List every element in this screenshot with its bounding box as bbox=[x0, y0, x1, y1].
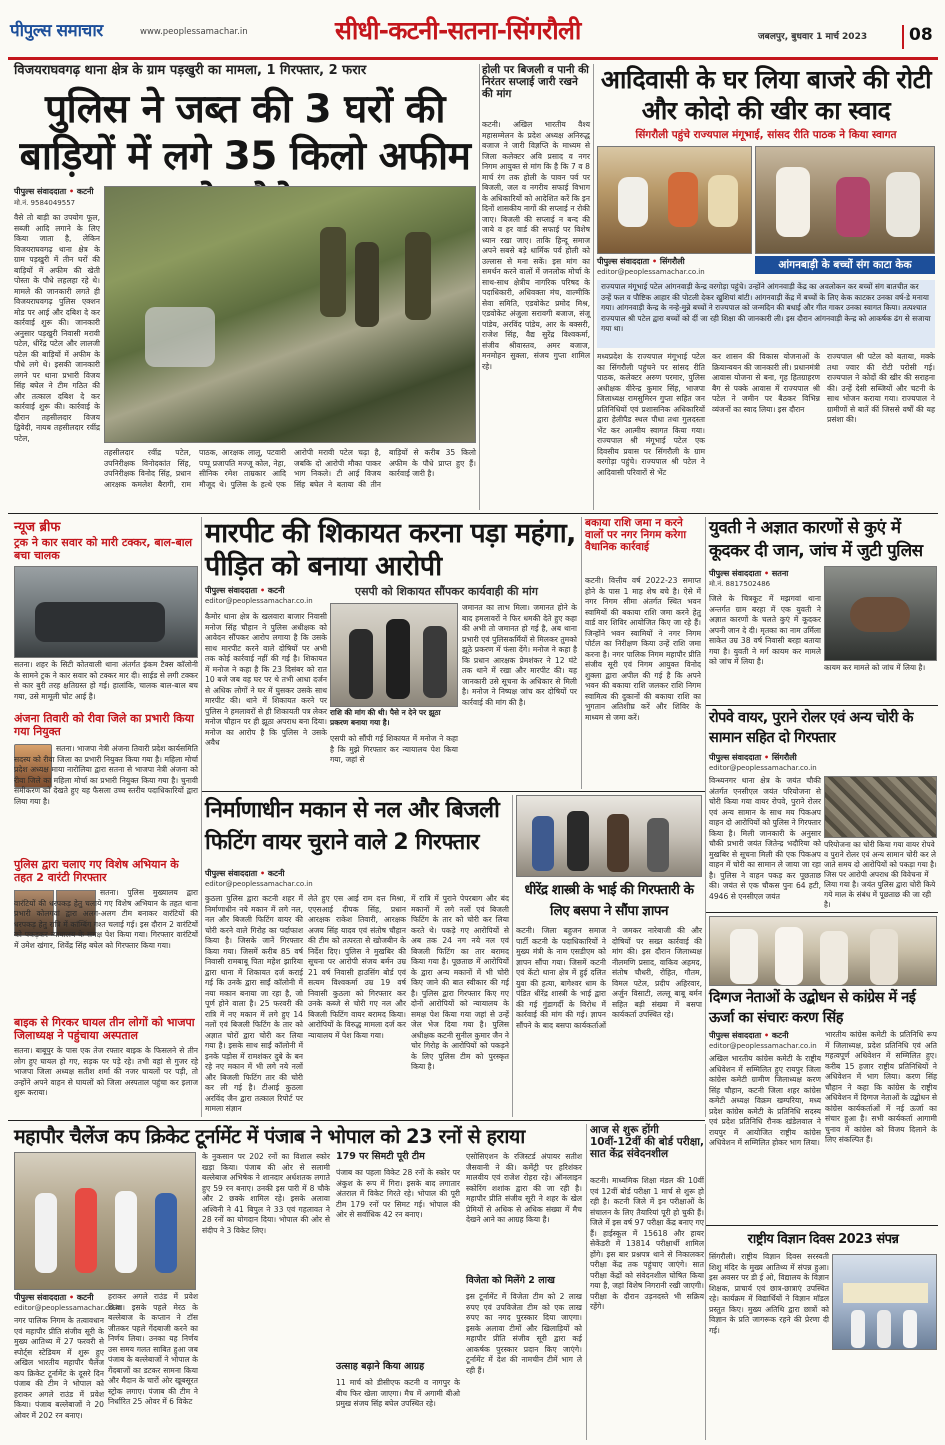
story11-body7: इस टूर्नामेंट में विजेता टीम को 2 लाख रुपए एवं उपविजेता टीम को एक लाख रुपए का नगद पुरस्कार दिया जाएगा। इसके अलावा टीमों और खिलाड़ियों को महापौर प्रीति संजीव सूरी द्वारा कई आकर्षक पुरस्कार प्रदान किए जाएंगे। टूर्नामेंट में देश की नामचीन टीमें भाग ले रही हैं। bbox=[466, 1292, 582, 1375]
story11-byline: पीपुल्स संवाददाता • कटनी bbox=[14, 1293, 94, 1302]
story13-headline: राष्ट्रीय विज्ञान दिवस 2023 संपन्न bbox=[747, 1232, 899, 1247]
story1-phone: मो.नं. 9584049557 bbox=[14, 199, 76, 207]
story1-body-bottom: तहसीलदार रवींद्र पटेल, उपनिरीक्षक विनोदकांत सिंह, उपनिरीक्षक विनोद सिंह, प्रधान आरक्षक कमलेश बैरागी, राम पाठक, आरक्षक लालू, पटवारी पप्पू प्रजापति मज्जू कोल, नेहा, सीनिक रमेश ताम्रकार आदि मौजूद थे। पुलिस के हत्थे एक आरोपी मरावी पटेल चढ़ा है, जबकि दो आरोपी मौका पाकर भाग निकले। टी आई विजय सिंह बघेल ने बताया की तीन बाड़ियों से करीब 35 किलो अफीम के पौधे प्राप्त हुए हैं। कार्रवाई जारी है। bbox=[104, 448, 476, 489]
story1-body-left: वैसे तो बाड़ी का उपयोग फूल, सब्जी आदि लगाने के लिए किया जाता है, लेकिन विजयराघवगढ़ थाना क्षेत्र के ग्राम पड़खुरी में तीन घरों की बाड़ियों में अफीम की खेती पोस्ता के पौधे लहलहा रहे थे। मामले की जानकारी लगते ही विजयराघवगढ़ पुलिस एक्शन मोड पर आई और दबिश दे कर कार्रवाई शुरू की। जानकारी अनुसार पड़खुरी निवासी मरावी पटेल, धीरेंद्र पटेल और लालजी पटेल की बाड़ियों में अफीम के पौधे लगे थे। इसकी जानकारी लगने पर थाना प्रभारी विजय सिंह बघेल ने टीम गठित की और तत्काल दबिश दे कर कार्रवाई शुरू की। कार्रवाई के दौरान तहसीलदार विजय द्विवेदी, नायब तहसीलदार रवींद्र पटेल, bbox=[14, 213, 100, 443]
dateline: जबलपुर, बुधवार 1 मार्च 2023 bbox=[758, 32, 868, 42]
story3-photo-right bbox=[755, 146, 935, 254]
story4-body3: जमानत का लाभ मिला। जमानत होने के बाद हमलावरों ने फिर धमकी देते हुए कहा की अभी तो जमानत हो गई है, अब थाना प्रभारी एवं पुलिसकर्मियों से मिलकर तुमको झूठे प्रकरण में फंसा देंगे। मनोज ने कहा है कि प्रधान आरक्षक प्रेमशंकर ने 12 घंटे तक थाने में रखा और मारपीट की। यह जानकारी उसे सूचना के अधिकार से मिली है। मनोज ने निष्पक्ष जांच कर दोषियों पर कार्रवाई की मांग की है। bbox=[462, 603, 577, 707]
story4-deck: एसपी को शिकायत सौंपकर कार्यवाही की मांग bbox=[355, 585, 538, 598]
story7-byline: पीपुल्स संवाददाता • सिंगरौली bbox=[709, 753, 797, 762]
story1-headline: पुलिस ने जब्त की 3 घरों की बाड़ियों में लगे 35 किलो अफीम bbox=[19, 87, 471, 179]
story10-body2: भारतीय कांग्रेस कमेटी के प्रतिनिधि रूप में जिलाध्यक्ष, प्रदेश प्रतिनिधि एवं अति महत्वपूर्ण अधिवेशन में सम्मिलित हुए। करीब 15 हजार राष्ट्रीय प्रतिनिधियों ने अधिवेशन में भाग लिया। करण सिंह चौहान ने कहा कि कांग्रेस के राष्ट्रीय अधिवेशन में दिग्गज नेताओं के उद्बोधन से कांग्रेस कार्यकर्ताओं में नई ऊर्जा का संचार हुआ है। सभी कार्यकर्ता आगामी चुनाव में कांग्रेस को विजय दिलाने के लिए संकल्पित हैं। bbox=[825, 1030, 937, 1144]
story7-byline-place: सिंगरौली bbox=[771, 753, 797, 762]
brief1-body: सतना। शहर के सिटी कोतवाली थाना अंतर्गत इंकम टैक्स कॉलोनी के सामने ट्रक ने कार सवार को टक्कर मार दी। साईड से लगी टक्कर से कार बुरी तरह क्षतिग्रस्त हो गई। हालांकि, चालक बाल-बाल बच गया, उसे मामूली चोट आई है। bbox=[14, 660, 198, 701]
brief3-body: सतना। पुलिस मुख्यालय द्वारा वारंटियों की धरपकड़ हेतु चलाये गए विशेष अभियान के तहत थाना प्रभारी कोलगवां द्वारा अलग-अलग टीम बनाकर वारंटियों की धरपकड़ हेतु रात्रि में कांम्बिंग गश्त चलाई गई। इस दौरान 2 वारंटियों को पकड़कर न्यायालय के समक्ष पेश किया गया। गिरफ्तार वारंटियों में उमेश खंगार, शिवेंद्र सिंह बघेल को गिरफ्तार किया गया। bbox=[14, 888, 198, 950]
story6-byline-place: सतना bbox=[771, 569, 789, 578]
story3-inset-body: राज्यपाल मंगूभाई पटेल आंगनवाड़ी केन्द्र वरगोड़ा पहुंचे। उन्होंने आंगनवाड़ी केंद्र का अवलोकन कर बच्चों संग बातचीत कर उन्हें फल व पौष्टिक आहार की पोटली देकर खुशियां बांटी। आंगनवाड़ी केंद्र में बच्चों के लिए केक काटकर उनका वर्ष-डे मनाया गया। आंगनवाड़ी केन्द्र के नन्हे-मुन्ने बच्चों ने राज्यपाल को जन्मदिन की बधाई और गीत गाकर उनका स्वागत किया। तत्पश्चात राज्यपाल श्री पटेल द्वारा बच्चों को दीं जा रही शिक्षा की जानकारी ली। इस दौरान आंगनवाड़ी केन्द्र को आकर्षक ढंग से सजाया गया था। bbox=[597, 280, 935, 348]
brief4-title: बाइक से गिरकर घायल तीन लोगों को भाजपा जिलाध्यक्ष ने पहुंचाया अस्पताल bbox=[14, 1016, 195, 1043]
brief1-photo bbox=[14, 566, 198, 658]
story8-byline-name: पीपुल्स संवाददाता bbox=[205, 869, 258, 878]
story10-byline-name: पीपुल्स संवाददाता bbox=[709, 1031, 762, 1040]
brand-name: पीपुल्स समाचार bbox=[10, 21, 103, 41]
story11-body5: 11 मार्च को डीसीएफ कटनी व नागपुर के बीच फिर खेला जाएगा। मैच में अगामी बीओ प्रमुख संजय सिंह बघेल उपस्थित रहे। bbox=[336, 1378, 460, 1408]
story1-photo bbox=[104, 186, 476, 443]
story6-byline-name: पीपुल्स संवाददाता bbox=[709, 569, 762, 578]
story6-photo bbox=[824, 566, 937, 661]
story3-byline: पीपुल्स संवाददाता • सिंगरौली bbox=[597, 257, 685, 266]
story11-headline: महापौर चैलेंज कप क्रिकेट टूर्नामेंट में पंजाब ने भोपाल को 23 रनों से हराया bbox=[14, 1125, 525, 1148]
story4-caption: राशि की मांग की थी। पैसे न देने पर झूठा प्रकरण बनाया गया है। bbox=[330, 708, 441, 727]
story6-phone: मो.नं. 8817502486 bbox=[709, 580, 771, 588]
story7-headline: रोपवे वायर, पुराने रोलर एवं अन्य चोरी के सामान सहित दो गिरफ्तार bbox=[709, 710, 914, 746]
story10-body1: अखिल भारतीय कांग्रेस कमेटी के राष्ट्रीय अधिवेशन में सम्मिलित हुए रायपुर जिला कांग्रेस कमेटी ग्रामीण जिलाध्यक्ष करण सिंह चौहान, कटनी जिला शहर कांग्रेस कमेटी अध्यक्ष विक्रम खम्परिया, मध्य प्रदेश कांग्रेस कमेटी के प्रतिनिधि सदस्य एवं प्रदेश प्रतिनिधि रौनक खंडेलवाल ने रायपुर में आयोजित राष्ट्रीय कांग्रेस अधिवेशन में सम्मिलित होकर भाग लिया। bbox=[709, 1054, 821, 1147]
masthead bbox=[0, 0, 945, 58]
story11-body4: पंजाब का पहला विकेट 28 रनों के स्कोर पर अंकुश के रूप में गिरा। इसके बाद लगातार अंतराल में विकेट गिरते रहे। भोपाल की पूरी टीम 179 रनों पर सिमट गई। भोपाल की ओर से सर्वाधिक 42 रन बनाए। bbox=[336, 1168, 460, 1219]
story7-email: editor@peoplessamachar.co.in bbox=[709, 764, 817, 772]
story11-byline-place: कटनी bbox=[76, 1293, 94, 1302]
masthead-rule bbox=[8, 57, 938, 60]
story1-byline: पीपुल्स संवाददाता • कटनी bbox=[14, 187, 94, 196]
section-title: सीधी-कटनी-सतना-सिंगरौली bbox=[335, 16, 581, 45]
story11-body2: हराकर अगले राउंड में प्रवेश किया। इसके पहले मेरठ के बल्लेबाज के कप्तान ने टॉस जीतकर पहले गेंदबाजी करने का निर्णय लिया। उनका यह निर्णय उस समय गलत साबित हुआ जब पंजाब के बल्लेबाजों ने भोपाल के गेंदबाजों का डटकर सामना किया और मैदान के चारों ओर खूबसूरत स्ट्रोक लगाए। पंजाब की टीम ने निर्धारित 25 ओवर में 6 विकेट bbox=[108, 1292, 198, 1406]
story8-body1: कुठला पुलिस द्वारा कटनी शहर में निर्माणाधीन नये मकान में लगे नल, नल और बिजली फिटिंग वायर की चोरी करने वाले गिरोह का पर्दाफाश किया है। जिसके जानें गिरफ्तार किया गया। जिसमें करीब 85 वर्ष निवासी रामबाबू पिता महेश झारिया द्वारा थाना में शिकायत दर्ज कराई गई कि उनके द्वारा साईं कॉलोनी में नया मकान बनाया जा रहा है, जो पूर्ण होने वाला है। 25 फरवरी की रात्रि में नए मकान में लगे हुए 14 नलों एवं बिजली फिटिंग के तार को अज्ञात चोरों द्वारा चोरी कर लिया गया है। इसके साथ साईं कॉलोनी में इनके पड़ोस में रामशंकर दुबे के बन रहे नए मकान में भी लगे नये नलों और बिजली फिटिंग तार की चोरी कर ली गई है। टीआई कुठला अरविंद जैन द्वारा तत्काल रिपोर्ट पर मामला संज्ञान bbox=[205, 894, 303, 1113]
story3-inset-title: आंगनबाड़ी के बच्चों संग काटा केक bbox=[755, 256, 935, 274]
story9-photo bbox=[516, 795, 702, 877]
story11-body3: के नुकसान पर 202 रनों का विशाल स्कोर खड़ा किया। पंजाब की ओर से सलामी बल्लेबाज अभिषेक ने शानदार अर्धशतक लगाते हुए 59 रन बनाए। उनकी इस पारी में 8 चौके और 2 छक्के शामिल रहे। इसके अलावा अश्विनी ने 41 बिपुल ने 33 एवं गहलावत ने 28 रनों का योगदान दिया। भोपाल की ओर से संदीप ने 3 विकेट लिए। bbox=[202, 1152, 330, 1235]
brief2-body: सतना। भाजपा नेत्री अंजना तिवारी प्रदेश कार्यसमिति सदस्य को रीवा जिला का प्रभारी नियुक्त किया गया है। महिला मोर्चा प्रदेश अध्यक्ष माया नारोलिया द्वारा सतना से भाजपा नेत्री अंजना को रीवा जिले का महिला मोर्चा का प्रभारी नियुक्त किया गया है। चुनावी समीकरण को देखते हुए यह फैसला उच्च स्तरीय पदाधिकारियों द्वारा लिया गया है। bbox=[14, 744, 198, 806]
story11-body1: नगर पालिक निगम के तत्वावधान एवं महापौर प्रीति संजीव सूरी के मुख्य आतिथ्य में 27 फरवरी से स्पोर्ट्स स्टेडियम में शुरू हुए अखिल भारतीय महापौर चैलेंज कप क्रिकेट टूर्नामेंट के दूसरे दिन पंजाब की टीम ने भोपाल को हराकर अगले राउंड में प्रवेश किया। पंजाब बल्लेबाजों ने 20 ओवर में 202 रन बनाए। bbox=[14, 1316, 104, 1420]
story8-byline: पीपुल्स संवाददाता • कटनी bbox=[205, 869, 285, 878]
story3-body2: कर शासन की विकास योजनाओं के क्रियान्वयन की जानकारी ली। प्रधानमंत्री आवास योजना से बना, गृह हितग्राहरण बैग से पक्के आवास में राज्यपाल श्री पटेल ने जमीन पर बैठकर विभिन्न व्यंजनों का स्वाद लिया। इस दौरान bbox=[712, 352, 820, 414]
story4-email: editor@peoplessamachar.co.in bbox=[205, 597, 313, 605]
story10-headline: दिग्गज नेताओं के उद्बोधन से कांग्रेस में नई ऊर्जा का संचारः करण सिंह bbox=[709, 990, 916, 1026]
story6-byline: पीपुल्स संवाददाता • सतना bbox=[709, 569, 789, 578]
story10-byline-place: कटनी bbox=[771, 1031, 789, 1040]
page-number: 08 bbox=[902, 25, 938, 49]
story10-photo bbox=[709, 916, 937, 986]
story10-email: editor@peoplessamachar.co.in bbox=[709, 1042, 817, 1050]
brief1-title: ट्रक ने कार सवार को मारी टक्कर, बाल-बाल बचा चालक bbox=[14, 536, 193, 563]
story8-email: editor@peoplessamachar.co.in bbox=[205, 880, 313, 888]
story11-body6: एसोसिएशन के रजिस्टर्ड अंपायर सतीश जैसवानी ने की। कमेंट्री पर हरिशंकर मालवीय एवं राजेश रोहरा रहे। ऑनलाइन स्कोरिंग शशांक द्वारा की जा रही है। महापौर प्रीति संजीव सूरी ने शहर के खेल प्रेमियों से अधिक से अधिक संख्या में मैच देखने आने का आग्रह किया है। bbox=[466, 1152, 582, 1224]
story7-byline-name: पीपुल्स संवाददाता bbox=[709, 753, 762, 762]
story11-byline-name: पीपुल्स संवाददाता bbox=[14, 1293, 67, 1302]
story1-byline-name: पीपुल्स संवाददाता bbox=[14, 187, 67, 196]
story4-body1: कैमोर थाना क्षेत्र के खलवारा बाजार निवासी मनोज सिंह चौहान ने पुलिस अधीक्षक को आवेदन सौंपकर आरोप लगाया है कि उसके साथ मारपीट करने वाले दोषियों पर अभी तक कोई कार्रवाई नहीं की गई है। शिकायत में मनोज ने कहा है कि 23 दिसंबर को रात 10 बजे जब वह घर पर थे तभी आधा दर्जन से अधिक लोगों ने घर में घुसकर उसके साथ मारपीट की। थाने में शिकायत करने पर पुलिस ने हमलावरों से ही शिकायती पत्र लेकर मनोज चौहान पर ही झूठा अपराध बना दिया। मनोज का आरोप है कि पुलिस ने उसके अवैध bbox=[205, 612, 328, 747]
story5-body: कटनी। वित्तीय वर्ष 2022-23 समाप्त होने के पास 1 माह शेष बचे है। ऐसे में नगर निगम सीमा अंतर्गत स्थित भवन स्वामियों की बकाया राशि जमा करने हेतु वार्ड वार शिविर आयोजित किए जा रहे हैं। जिन्होंने भवन स्वामियों ने नगर निगम पोर्टल का निरीक्षण किया उन्हें राशि जमा करना है। नगर पालिक निगम महापौर प्रीति संजीव सूरी एवं निगम आयुक्त विनोद शुक्ला द्वारा अपील की गई है कि अपने भवन की बकाया राशि जलकर राशि निगम स्वामित्व की दुकानों की बकाया राशि का भुगतान अतिशीघ्र करें और शिविर के माध्यम से जमा करें। bbox=[585, 576, 701, 722]
story11-sub2: उत्साह बढ़ाने किया आग्रह bbox=[336, 1361, 425, 1372]
story3-photo-left bbox=[597, 146, 752, 254]
story3-body3: राज्यपाल श्री पटेल को बताया, मक्के तथा ज्वार की रोटी परोसी गई। राज्यपाल ने कोदों की खीर की सराहना की। उन्हें देसी सब्जियों और चटनी के साथ भोजन कराया गया। राज्यपाल ने ग्रामीणों से बातें कीं जिससे वर्षों की यह प्रसंशा की। bbox=[827, 352, 935, 424]
story11-email: editor@peoplessamachar.co.in bbox=[14, 1304, 122, 1312]
brand-logo bbox=[10, 18, 135, 44]
brief2-title: अंजना तिवारी को रीवा जिले का प्रभारी किया गया नियुक्त bbox=[14, 712, 194, 739]
story4-photo bbox=[330, 603, 458, 707]
story8-headline: निर्माणाधीन मकान से नल और बिजली फिटिंग वायर चुराने वाले 2 गिरफ्तार bbox=[205, 798, 500, 855]
story11-sub3: विजेता को मिलेंगे 2 लाख bbox=[466, 1275, 555, 1286]
story7-caption: परियोजना का चोरी किया गया वायर रोपवे व पुराने रोलर एवं अन्य सामान चोरी कर ले जाते समय दो आरोपियों को पकड़ा गया है। जिस पर आरोपी अपराध की विवेचना में लिया गया है। जयंत पुलिस द्वारा चोरी किये गये माल के संबंध में पूछताछ की जा रही है। bbox=[824, 840, 937, 909]
story1-byline-place: कटनी bbox=[76, 187, 94, 196]
brief3-title: पुलिस द्वारा चलाए गए विशेष अभियान के तहत 2 वारंटी गिरफ्तार bbox=[14, 858, 179, 885]
story2-headline: होली पर बिजली व पानी की निरंतर सप्लाई जारी रखने की मांग bbox=[482, 64, 589, 101]
story3-deck: सिंगरौली पहुंचे राज्यपाल मंगूभाई, सांसद रीति पाठक ने किया स्वागत bbox=[635, 129, 897, 141]
story12-body: कटनी। माध्यमिक शिक्षा मंडल की 10वीं एवं 12वीं बोर्ड परीक्षा 1 मार्च से शुरू हो रही है। कटनी जिले में इन परीक्षाओं के संचालन के लिए तैयारियां पूरी हो चुकी हैं। जिले में इस वर्ष 97 परीक्षा केंद्र बनाए गए हैं। हाईस्कूल में 15618 और हायर सेकेंडरी में 13814 परीक्षार्थी शामिल होंगे। इस बार प्रश्नपत्र थाने से निकालकर परीक्षा केंद्र तक पहुंचाए जाएंगे। सात परीक्षा केंद्रों को संवेदनशील घोषित किया गया है, जहां विशेष निगरानी रखी जाएगी। परीक्षा के दौरान उड़नदस्ते भी सक्रिय रहेंगे। bbox=[590, 1176, 704, 1311]
story8-byline-place: कटनी bbox=[267, 869, 285, 878]
story9-body: कटनी। जिला बहुजन समाज पार्टी कटनी के पदाधिकारियों ने मुख्य मंत्री के नाम एसडीएम को ज्ञापन सौंपा गया। जिसमें कटनी एवं केंटो थाना क्षेत्र में हुई दलित युवा की हत्या, बागेश्वर धाम के पंडित धीरेंद्र शास्त्री के भाई द्वारा की गई गुंडागर्दी के विरोध में कार्रवाई की मांग की गई। ज्ञापन सौंपने के बाद बसपा कार्यकर्ताओं ने जमकर नारेबाजी की और दोषियों पर सख्त कार्रवाई की मांग की। इस दौरान जिलाध्यक्ष नीलमणि प्रसाद, वाकिव अहमद, संतोष चौधरी, रोहित, गौतम, विमल पटेल, प्रदीप अहिरवार, अर्जुन विसाटी, लल्लू बाबू बर्मन सहित बड़ी संख्या में बसपा कार्यकर्ता उपस्थित रहे। bbox=[516, 926, 702, 1030]
story8-body2: लेते हुए एस आई राम दत्त मिश्रा, एएसआई दीपक सिंह, प्रधान आरक्षक राकेश तिवारी, आरक्षक अजय सिंह यादव एवं संतोष चौहान की टीम को तत्परता से खोजबीन के निर्देश दिए। पुलिस ने मुखबिर की सूचना पर आरोपी संजय बर्मन उम्र 21 वर्ष निवासी हाउसिंग बोर्ड एवं सत्यम विश्वकर्मा उम्र 19 वर्ष निवासी कुठला को गिरफ्तार कर उनके कब्जे से चोरी गए नल और बिजली फिटिंग वायर बरामद किया। आरोपियों के विरुद्ध मामला दर्ज कर न्यायालय में पेश किया गया। bbox=[308, 894, 406, 1040]
website: www.peoplessamachar.in bbox=[140, 27, 248, 37]
story6-headline: युवती ने अज्ञात कारणों से कुएं में कूदकर दी जान, जांच में जुटी पुलिस bbox=[709, 518, 923, 561]
story1-kicker: विजयराघवगढ़ थाना क्षेत्र के ग्राम पड़खुरी का मामला, 1 गिरफ्तार, 2 फरार bbox=[14, 63, 367, 78]
story8-body3: में रात्रि में पुराने पेपरबाग और बंद मकानों में लगे नलों एवं बिजली फिटिंग के तार को चोरी कर लिया करते थे। पकड़े गए आरोपियों से अब तक 24 नग नये नल एवं बिजली फिटिंग का तार बरामद किया गया है। पूछताछ में आरोपियों के द्वारा अन्य मकानों में भी चोरी किए जाने की बात स्वीकार की गई है। पुलिस द्वारा गिरफ्तार किए गए दोनों आरोपियों को न्यायालय के समक्ष पेश किया गया जहां से उन्हें जेल भेज दिया गया है। पुलिस अधीक्षक कटनी सुनील कुमार जैन ने चोर गिरोह के आरोपियों को पकड़ने के लिए पुलिस टीम को पुरस्कृत किया है। bbox=[411, 894, 509, 1071]
story9-headline: धीरेंद्र शास्त्री के भाई की गिरफ्तारी के लिए बसपा ने सौंपा ज्ञापन bbox=[524, 882, 694, 919]
story4-body2: एसपी को सौंपी गई शिकायत में मनोज ने कहा है कि मुझे गिरफ्तार कर न्यायालय पेश किया गया, जहां से bbox=[330, 734, 458, 764]
story3-body1: मध्यप्रदेश के राज्यपाल मंगूभाई पटेल का सिंगरौली पहुंचने पर सांसद रीति पाठक, कलेक्टर अरुण परमार, पुलिस अधीक्षक वीरेन्द्र कुमार सिंह, भाजपा जिलाध्यक्ष रामसुमिरन गुप्ता सहित जन प्रतिनिधियों एवं प्रशासनिक अधिकारियों द्वारा हेलीपैड स्थल पौधा तथा गुलदस्ता भेंट कर आत्मीय स्वागत किया गया। राज्यपाल श्री मंगूभाई पटेल एक दिवसीय प्रवास पर सिंगरौली के ग्राम वरगोड़ा पहुंचे। राज्यपाल श्री पटेल ने आदिवासी परिवारों से भेंट bbox=[597, 352, 705, 477]
story6-caption: कायम कर मामले को जांच में लिया है। bbox=[824, 663, 926, 672]
story11-sub1: 179 पर सिमटी पूरी टीम bbox=[336, 1151, 425, 1162]
story13-photo bbox=[832, 1254, 937, 1350]
story12-headline: आज से शुरू होंगी 10वीं-12वीं की बोर्ड परीक्षा, सात केंद्र संवेदनशील bbox=[590, 1124, 704, 1161]
brief4-body: सतना। बाबूपुर के पास एक तेज रफ्तार बाइक के फिसलने से तीन लोग हुए घायल हो गए, सड़क पर पड़े रहे। तभी वहां से गुजर रहे भाजपा जिला अध्यक्ष सतीश शर्मा की नजर घायलों पर पड़ी, तो उन्होंने अपने वाहन से घायलों को जिला अस्पताल पहुंचा कर इलाज शुरू कराया। bbox=[14, 1046, 198, 1097]
story11-photo bbox=[14, 1152, 196, 1290]
story6-body: जिले के चित्रकूट में मझगवां थाना अन्तर्गत ग्राम बरहा में एक युवती ने अज्ञात कारणों के चलते कुएं में कूदकर अपनी जान दे दी। मृतका का नाम उर्मिला साकेत उम्र 38 वर्ष निवासी बरहा बताया गया है। युवती ने मर्ग कायम कर मामले को जांच में लिया है। bbox=[709, 594, 821, 666]
briefs-label: न्यूज ब्रीफ bbox=[14, 520, 61, 535]
story3-byline-name: पीपुल्स संवाददाता bbox=[597, 257, 650, 266]
story5-headline: बकाया राशि जमा न करने वालों पर नगर निगम करेगा वैधानिक कार्रवाई bbox=[585, 517, 687, 554]
story3-email: editor@peoplessamachar.co.in bbox=[597, 268, 705, 276]
story4-byline: पीपुल्स संवाददाता • कटनी bbox=[205, 586, 285, 595]
row1-rule bbox=[8, 513, 938, 514]
story7-body: विन्ध्यनगर थाना क्षेत्र के जयंत चौकी अंतर्गत एनसीएल जयंत परियोजना से चोरी किया गया वायर रोपवे, पुराने रोलर एवं अन्य सामान के साथ मय पिकअप वाहन दो आरोपियों को पुलिस ने गिरफ्तार किया है। मिली जानकारी के अनुसार चौकी प्रभारी जयंत जितेन्द्र भदौरिया को मुखबिर से सूचना मिली की एक पिकअप वाहन में चोरी का सामान ले जाया जा रहा है। पुलिस ने वाहन पकड़ कर पूछताछ की। जयंत से एक चौकस पुनः 64 हटी, 4946 से एनसीएल जयंत bbox=[709, 776, 821, 901]
story10-byline: पीपुल्स संवाददाता • कटनी bbox=[709, 1031, 789, 1040]
story4-byline-place: कटनी bbox=[267, 586, 285, 595]
story7-photo bbox=[824, 776, 937, 838]
story4-headline: मारपीट की शिकायत करना पड़ा महंगा, पीड़ित को बनाया आरोपी bbox=[205, 518, 576, 582]
story13-body: सिंगरौली। राष्ट्रीय विज्ञान दिवस सरस्वती शिशु मंदिर के मुख्य आतिथ्य में संपन्न हुआ। इस अवसर पर डी ई ओ, विद्यालय के विज्ञान शिक्षक, प्राचार्य एवं छात्र-छात्राएं उपस्थित रहे। कार्यक्रम में विद्यार्थियों ने विज्ञान मॉडल प्रस्तुत किए। मुख्य अतिथि द्वारा छात्रों को विज्ञान के प्रति जागरूक रहने की प्रेरणा दी गई। bbox=[709, 1252, 829, 1335]
story2-body: कटनी। अखिल भारतीय वैश्य महासम्मेलन के प्रदेश अध्यक्ष अनिरुद्ध बजाज ने जारी विज्ञप्ति के माध्यम से जिला कलेक्टर अवि प्रसाद व नगर निगम आयुक्त से मांग कि है कि 7 व 8 मार्च रंग तक होली के पावन पर्व पर बिजली, जल व नगरीय सफाई विभाग के अधिकारियों को आदेशित करें कि इन दिनों शासकीय नागों की सप्लाई न रोकी जाए। बिजली की सप्लाई न बन्द की जाये व हर वार्ड की सफाई पर विशेष ध्यान रखा जाए। ताकि हिन्दू समाज अपने सबसे बड़े धार्मिक पर्व होली को उल्लास से मना सकें। इस मांग का समर्थन करने वालों में जनलोक मोर्चा के साथ-साथ क्षेत्रीय नागरिक परिषद के पदाधिकारी, अधिवक्ता मंच, वाल्मीकि सेवा समिति, एडवोकेट प्रमोद मिश्र, एडवोकेट अंजुला सरावगी बजाज, संजू पांडेय, अरविंद पांडेय, आर के बक्सरी, राजेश सिंह, वैद्य सुरेंद्र विश्वकर्मा, संजीव श्रीवास्तव, अमर बजाज, मनमोहन सुक्ला, संजय गुप्ता शामिल रहे। bbox=[482, 120, 590, 371]
story4-byline-name: पीपुल्स संवाददाता bbox=[205, 586, 258, 595]
story3-headline: आदिवासी के घर लिया बाजरे की रोटी और कोदो की खीर का स्वाद bbox=[600, 65, 932, 125]
story3-byline-place: सिंगरौली bbox=[659, 257, 685, 266]
